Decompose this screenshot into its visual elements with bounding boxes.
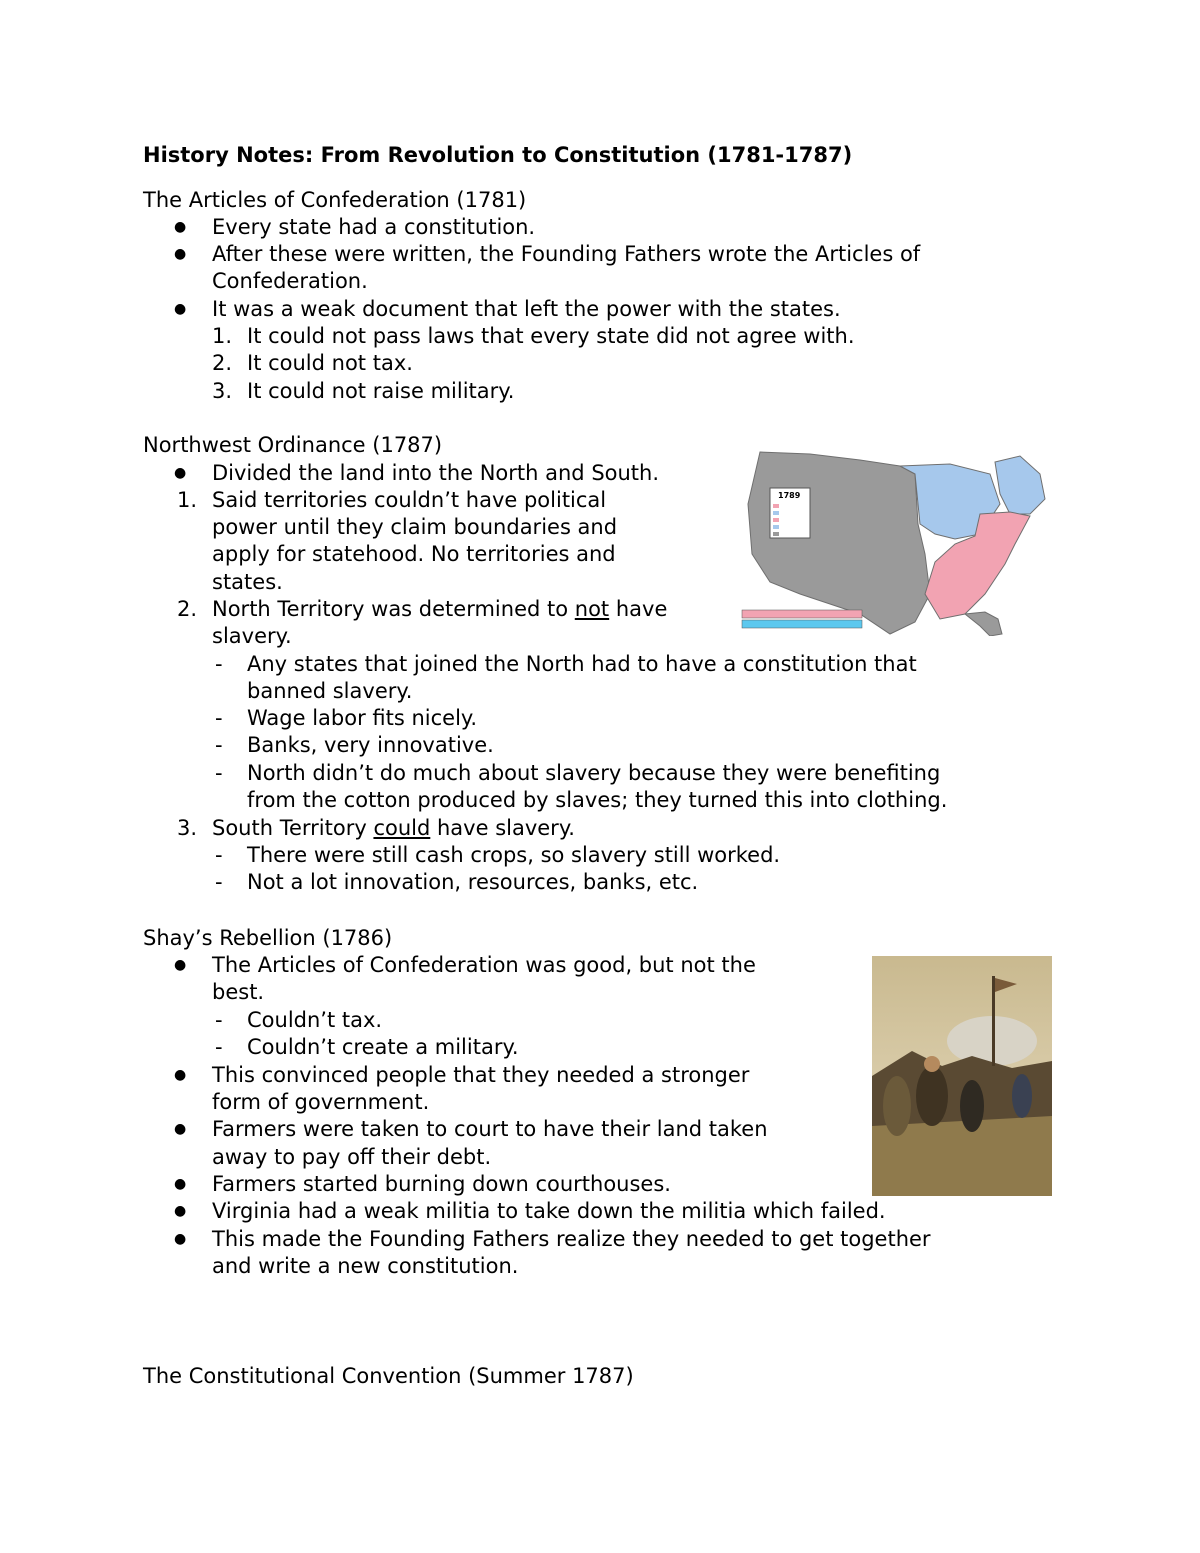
dash-marker: - (215, 1035, 223, 1059)
text-run: have (609, 597, 668, 621)
text-run: have slavery. (430, 816, 575, 840)
list-item-continued: banned slavery. (247, 679, 413, 703)
list-item (212, 815, 575, 842)
list-item: Banks, very innovative. (247, 733, 494, 757)
list-item: Divided the land into the North and South. (212, 461, 660, 485)
legend-swatch-blue (773, 511, 779, 515)
bullet-marker: ● (174, 957, 187, 973)
list-item: North didn’t do much about slavery because they were benefiting (247, 761, 941, 785)
painting-flagpole (992, 976, 995, 1066)
map-bar-pink (742, 610, 862, 618)
shays-rebellion-painting (872, 956, 1052, 1196)
bullet-marker: ● (174, 1231, 187, 1247)
dash-marker: - (215, 733, 223, 757)
painting-figure (916, 1066, 948, 1126)
list-item: After these were written, the Founding Fathers wrote the Articles of (212, 242, 921, 266)
list-item: Wage labor fits nicely. (247, 706, 478, 730)
painting-figure (1012, 1074, 1032, 1118)
bullet-marker: ● (174, 465, 187, 481)
list-item: Couldn’t tax. (247, 1008, 383, 1032)
list-item: The Articles of Confederation was good, but not the (212, 953, 756, 977)
legend-swatch-pink (773, 504, 779, 508)
list-item-continued: form of government. (212, 1090, 430, 1114)
painting-figure (960, 1080, 984, 1132)
bullet-marker: ● (174, 301, 187, 317)
text-run: North Territory was determined to (212, 597, 575, 621)
dash-marker: - (215, 761, 223, 785)
underlined-word: not (574, 597, 610, 621)
list-item: Said territories couldn’t have political (212, 488, 607, 512)
us-territory-map-1789 (740, 444, 1060, 636)
list-item-continued: away to pay off their debt. (212, 1145, 492, 1169)
list-item: Any states that joined the North had to have a constitution that (247, 652, 917, 676)
bullet-marker: ● (174, 1203, 187, 1219)
list-item: It could not raise military. (247, 379, 515, 403)
section-heading-articles: The Articles of Confederation (1781) (143, 188, 527, 212)
number-marker: 2. (212, 351, 233, 375)
text-run: South Territory (212, 816, 374, 840)
bullet-marker: ● (174, 246, 187, 262)
dash-marker: - (215, 870, 223, 894)
list-item-continued: states. (212, 570, 283, 594)
bullet-marker: ● (174, 1067, 187, 1083)
legend-swatch-grey (773, 532, 779, 536)
list-item-continued: from the cotton produced by slaves; they turned this into clothing. (247, 788, 948, 812)
section-heading-convention: The Constitutional Convention (Summer 1787) (143, 1364, 634, 1388)
list-item: It could not pass laws that every state did not agree with. (247, 324, 855, 348)
map-legend-year: 1789 (778, 491, 801, 500)
number-marker: 3. (177, 816, 198, 840)
list-item: Couldn’t create a military. (247, 1035, 519, 1059)
list-item-continued: and write a new constitution. (212, 1254, 519, 1278)
list-item: Not a lot innovation, resources, banks, etc. (247, 870, 699, 894)
list-item (212, 596, 667, 623)
underlined-word: could (373, 816, 431, 840)
list-item-continued: apply for statehood. No territories and (212, 542, 616, 566)
legend-swatch-blue (773, 525, 779, 529)
list-item: Farmers were taken to court to have their land taken (212, 1117, 768, 1141)
dash-marker: - (215, 652, 223, 676)
list-item: Every state had a constitution. (212, 215, 536, 239)
dash-marker: - (215, 843, 223, 867)
list-item: There were still cash crops, so slavery still worked. (247, 843, 781, 867)
number-marker: 1. (177, 488, 198, 512)
number-marker: 2. (177, 597, 198, 621)
bullet-marker: ● (174, 219, 187, 235)
list-item: It was a weak document that left the power with the states. (212, 297, 841, 321)
dash-marker: - (215, 706, 223, 730)
number-marker: 1. (212, 324, 233, 348)
list-item-continued: slavery. (212, 624, 292, 648)
list-item: It could not tax. (247, 351, 413, 375)
list-item-continued: Confederation. (212, 269, 368, 293)
list-item: Farmers started burning down courthouses. (212, 1172, 671, 1196)
painting-figure-head (924, 1056, 940, 1072)
number-marker: 3. (212, 379, 233, 403)
section-heading-shays: Shay’s Rebellion (1786) (143, 926, 393, 950)
bullet-marker: ● (174, 1121, 187, 1137)
list-item-continued: best. (212, 980, 265, 1004)
map-bar-blue (742, 620, 862, 628)
dash-marker: - (215, 1008, 223, 1032)
list-item: Virginia had a weak militia to take down the militia which failed. (212, 1199, 886, 1223)
bullet-marker: ● (174, 1176, 187, 1192)
list-item: This convinced people that they needed a stronger (212, 1063, 750, 1087)
list-item: This made the Founding Fathers realize they needed to get together (212, 1227, 931, 1251)
legend-swatch-pink (773, 518, 779, 522)
painting-figure (883, 1076, 911, 1136)
page-title: History Notes: From Revolution to Constitution (1781-1787) (143, 143, 853, 167)
list-item-continued: power until they claim boundaries and (212, 515, 618, 539)
section-heading-northwest: Northwest Ordinance (1787) (143, 433, 443, 457)
